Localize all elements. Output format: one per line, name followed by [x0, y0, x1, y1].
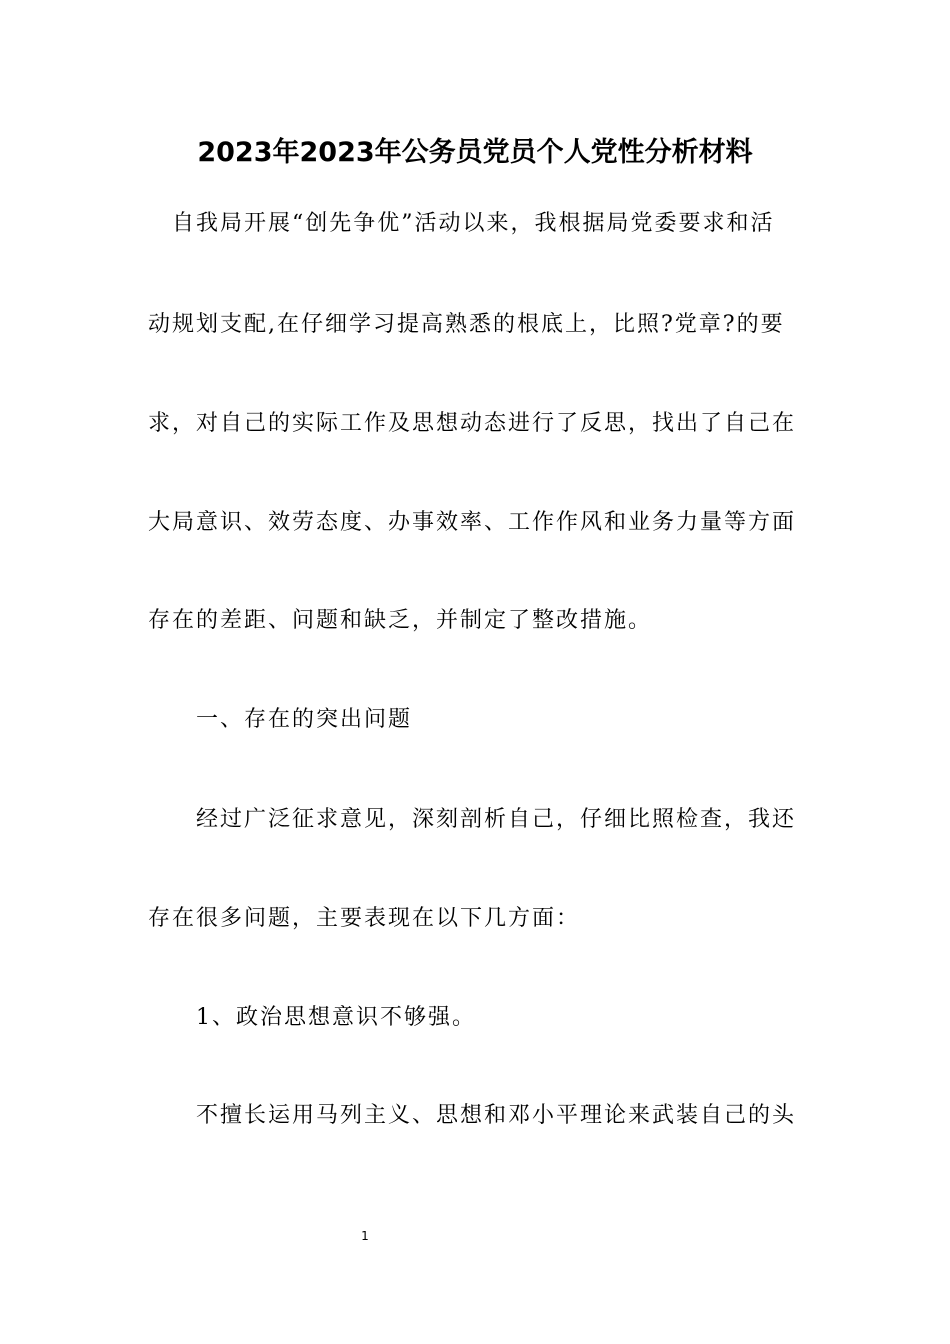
paragraph-line: 经过广泛征求意见，深刻剖析自己，仔细比照检查，我还 [148, 807, 797, 832]
paragraph-line: 不擅长运用马列主义、思想和邓小平理论来武装自己的头 [148, 1103, 797, 1128]
document-title: 2023年2023年公务员党员个人党性分析材料 [197, 137, 753, 168]
subsection-heading: 1、政治思想意识不够强。 [148, 1005, 476, 1030]
paragraph-line: 动规划支配,在仔细学习提高熟悉的根底上，比照?党章?的要 [148, 312, 785, 337]
paragraph-line: 大局意识、效劳态度、办事效率、工作作风和业务力量等方面 [148, 510, 797, 535]
page-number: 1 [361, 1229, 369, 1243]
paragraph-line: 自我局开展“创先争优”活动以来，我根据局党委要求和活 [148, 211, 775, 236]
paragraph-line: 求，对自己的实际工作及思想动态进行了反思，找出了自己在 [148, 411, 797, 436]
paragraph-line: 存在很多问题，主要表现在以下几方面： [148, 906, 581, 931]
paragraph-line: 存在的差距、问题和缺乏，并制定了整改措施。 [148, 608, 653, 633]
section-heading: 一、存在的突出问题 [148, 707, 413, 732]
